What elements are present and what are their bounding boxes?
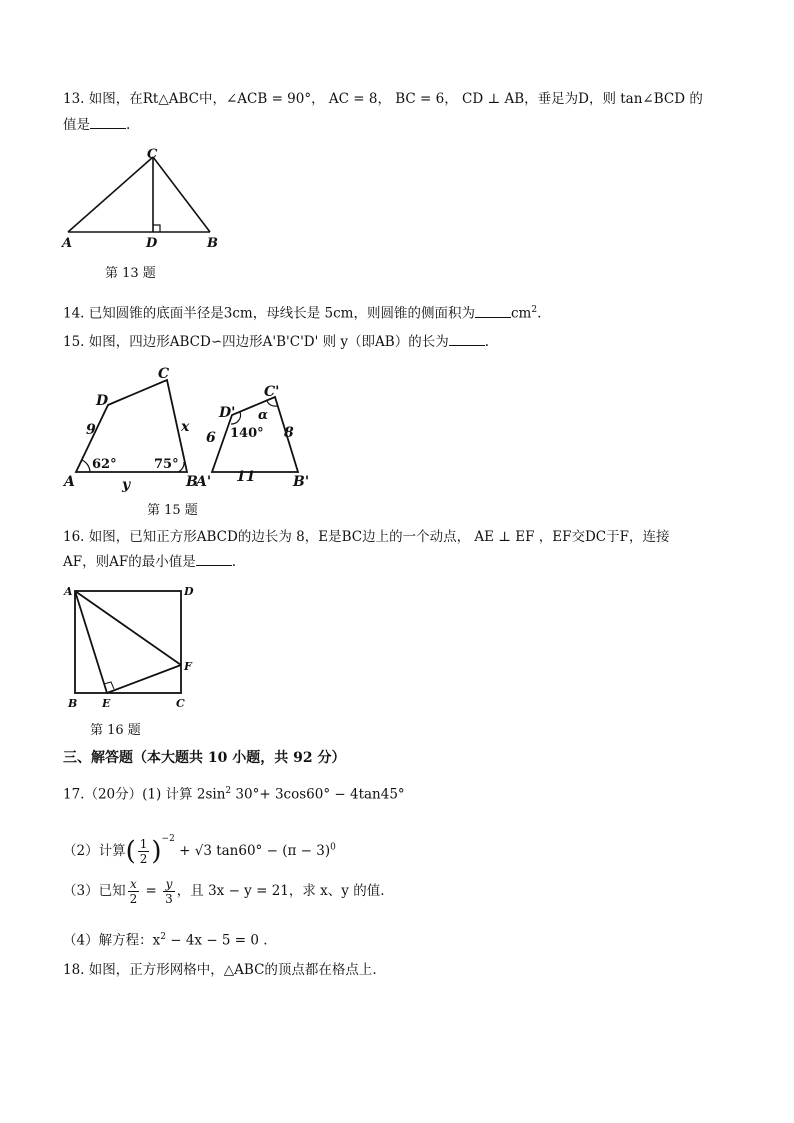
q15-side-ad: 9	[86, 422, 96, 438]
q15-caption: 第 15 题	[147, 503, 198, 518]
q15-label-b: B	[186, 474, 198, 490]
q15-quadrilaterals-figure	[60, 362, 320, 494]
q13-line2	[63, 115, 130, 135]
q15-line	[63, 332, 489, 352]
q17-p3-eq: =	[141, 883, 162, 899]
q15-angle-c1-label: α	[258, 408, 269, 423]
q17-p2-frac-num: 1	[139, 837, 148, 851]
q15-label-a1: A'	[196, 474, 212, 490]
q16-square-figure	[60, 583, 200, 713]
q17-p1-sup: 2	[225, 786, 232, 796]
q13-line1: 13. 如图，在Rt△ABC中，∠ACB = 90°， AC = 8， BC = 6， CD ⊥ AB，垂足为D，则 tan∠BCD 的	[63, 91, 703, 107]
q17-p2-fraction	[138, 837, 150, 866]
q13-line2-suffix: .	[126, 117, 131, 133]
q17-part4	[63, 927, 268, 951]
q13-label-a: A	[62, 236, 73, 251]
q17-p4-sup: 2	[160, 932, 166, 942]
q17-p4-prefix: （4）解方程：x	[63, 932, 161, 949]
q15-angle-d1-label: 140°	[230, 426, 264, 441]
q14-unit-sup: 2	[531, 305, 538, 315]
q13-answer-blank	[90, 115, 126, 129]
q15-label-d1: D'	[219, 405, 236, 421]
q16-line2-suffix: .	[231, 554, 237, 570]
q16-label-a: A	[64, 585, 73, 598]
q16-segment-ae	[75, 591, 107, 693]
q13-segment-ac	[68, 157, 153, 232]
q17-p2-exp2: 0	[330, 842, 336, 853]
q13-segment-bc	[153, 157, 210, 232]
q14-text: 14. 已知圆锥的底面半径是3cm，母线长是 5cm，则圆锥的侧面积为	[63, 305, 475, 322]
q16-segment-af	[75, 591, 181, 665]
q15-angle-a-label: 62°	[92, 457, 117, 472]
q17-part3	[63, 876, 384, 906]
q16-caption: 第 16 题	[90, 723, 141, 738]
q17-p3-frac2-den: 3	[165, 892, 173, 906]
q17-p3-suffix: ，且 3x − y = 21，求 x、y 的值.	[176, 883, 385, 899]
q17-p3-fraction1	[128, 877, 140, 906]
q15-angle-c1-arc	[267, 401, 277, 406]
q16-label-e: E	[102, 697, 111, 710]
q13-right-angle-mark	[153, 225, 160, 232]
q15-label-c1: C'	[264, 384, 280, 400]
q17-p3-fraction2	[163, 877, 175, 906]
q15-angle-b-arc	[178, 462, 184, 472]
q17-p2-prefix: （2）计算	[63, 843, 126, 859]
q16-label-d: D	[184, 585, 194, 598]
q15-side-ab: y	[122, 477, 131, 493]
q17-p2-open-paren: (	[125, 836, 136, 867]
q15-label-a: A	[64, 474, 75, 490]
q13-label-b: B	[207, 236, 218, 251]
q18-line: 18. 如图，正方形网格中，△ABC的顶点都在格点上.	[63, 962, 377, 978]
q15-angle-a-arc	[82, 460, 90, 472]
q17-p3-prefix: （3）已知	[63, 883, 126, 899]
q17-p2-frac-den: 2	[139, 852, 148, 866]
q15-side-a1d1: 6	[206, 430, 216, 446]
q15-suffix: .	[484, 334, 489, 350]
q13-line2-prefix: 值是	[63, 117, 90, 133]
q16-answer-blank	[196, 552, 232, 566]
q13-triangle-figure	[58, 146, 228, 254]
q17-p1-suffix: 30°+ 3cos60° − 4tan45°	[231, 786, 405, 803]
q17-part2	[63, 824, 336, 866]
q16-segment-ef	[107, 665, 181, 693]
q17-p2-exp: −2	[161, 834, 175, 844]
q16-label-f: F	[184, 660, 192, 673]
q16-line1: 16. 如图，已知正方形ABCD的边长为 8，E是BC边上的一个动点， AE ⊥ EF ，EF交DC于F，连接	[63, 529, 670, 545]
q15-label-c: C	[158, 366, 170, 382]
section3-title: 三、解答题（本大题共 10 小题，共 92 分）	[63, 750, 346, 766]
q15-answer-blank	[449, 332, 485, 346]
q14-answer-blank	[475, 304, 511, 318]
q17-p3-frac2-num: y	[163, 877, 175, 892]
q14-suffix: .	[537, 305, 542, 322]
q17-p3-frac1-num: x	[128, 877, 140, 892]
q15-label-b1: B'	[293, 474, 310, 490]
q13-label-c: C	[147, 147, 158, 162]
q16-label-b: B	[68, 697, 78, 710]
q14-line	[63, 300, 541, 324]
q15-angle-b-label: 75°	[154, 457, 179, 472]
q15-label-d: D	[96, 393, 109, 409]
q15-text: 15. 如图，四边形ABCD∽四边形A'B'C'D' 则 y（即AB）的长为	[63, 334, 449, 350]
q17-p2-mid: + √3 tan60° − (π − 3)	[174, 843, 331, 859]
q17-p1-prefix: 17.（20分）(1) 计算 2sin	[63, 786, 226, 803]
q17-part1	[63, 781, 405, 805]
q16-label-c: C	[176, 697, 185, 710]
q17-p3-frac1-den: 2	[129, 892, 138, 906]
q14-unit: cm	[510, 305, 532, 322]
q13-label-d: D	[146, 236, 158, 251]
q15-side-a1b1: 11	[236, 469, 256, 485]
q15-side-bc: x	[181, 419, 190, 435]
q13-caption: 第 13 题	[105, 266, 156, 281]
q16-line2	[63, 552, 236, 572]
q17-p2-close-paren: )	[151, 836, 162, 867]
q16-line2-prefix: AF，则AF的最小值是	[63, 554, 196, 570]
q15-side-b1c1: 8	[284, 425, 294, 441]
q17-p4-suffix: − 4x − 5 = 0 .	[165, 932, 268, 949]
